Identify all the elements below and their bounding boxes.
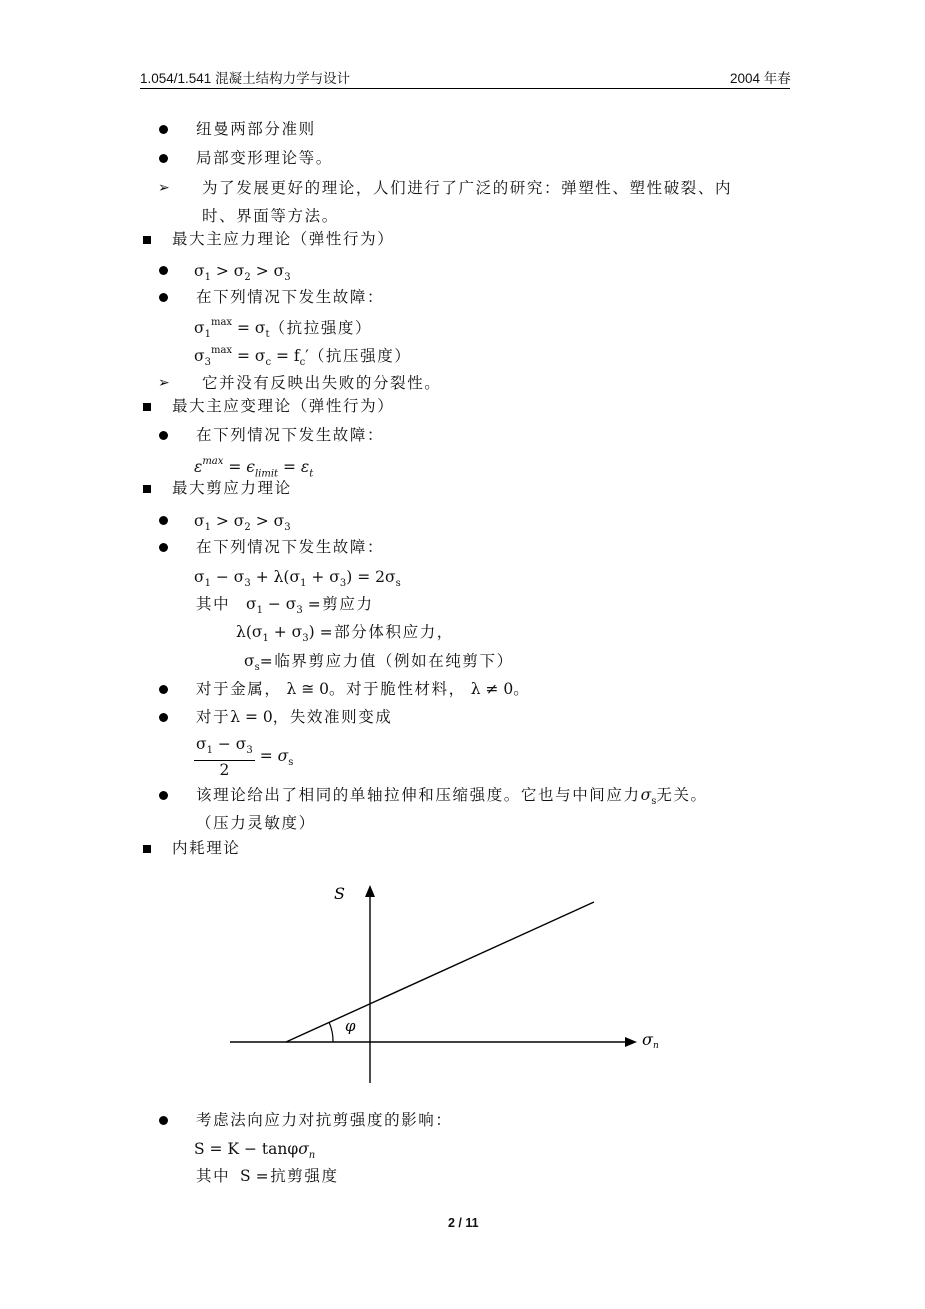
arrow-bullet-icon: ➢ [158, 180, 170, 196]
research-note-line2: 时、界面等方法。 [202, 207, 339, 225]
x-axis-sub: n [653, 1041, 659, 1051]
angle-phi-label: φ [345, 1017, 356, 1035]
lambda-zero-note: 对于λ = 0，失效准则变成 [196, 708, 393, 726]
definition-shear-stress: $\sigma_1 - \sigma_3$ =剪应力 [246, 595, 374, 617]
definition-critical-shear: $\sigma_s=$临界剪应力值（例如在纯剪下） [244, 652, 514, 674]
tensile-strength-label: （抗拉强度） [269, 319, 373, 338]
list-item-neumann: 纽曼两部分准则 [196, 120, 316, 138]
equation-coulomb: S = K − tanφσ$_n$ [194, 1140, 316, 1162]
definition-volumetric-stress: $\lambda(\sigma_1 + \sigma_3)$ =部分体积应力， [236, 623, 454, 645]
compressive-strength-label: （抗压强度） [308, 347, 412, 366]
same-strength-note: 该理论给出了相同的单轴拉伸和压缩强度。它也与中间应力$\sigma_s$无关。 [196, 786, 708, 808]
normal-stress-effect-note: 考虑法向应力对抗剪强度的影响： [196, 1111, 453, 1129]
heading-max-principal-stress: 最大主应力理论（弹性行为） [172, 230, 395, 248]
equation-tresca: $\frac{\sigma_1 - \sigma_3}{2}$ = $\sigma_s$ [196, 735, 294, 780]
list-item-local-deformation: 局部变形理论等。 [196, 149, 333, 167]
heading-max-shear-stress: 最大剪应力理论 [172, 479, 292, 497]
equation-shear-criterion: $\sigma_1 - \sigma_3 + \lambda(\sigma_1 + \sigma_3) = 2\sigma_s$ [194, 568, 401, 590]
bullet-dot-icon [159, 1116, 168, 1125]
equation-strain-limit: $\varepsilon^{max} = \epsilon_{limit} = \varepsilon_t$ [194, 456, 314, 480]
failure-envelope-line [286, 902, 594, 1042]
pressure-sensitivity-note: （压力灵敏度） [196, 814, 316, 832]
equation-stress-order: $\sigma_1 > \sigma_2 > \sigma_3$ [194, 512, 291, 534]
equation-compressive: $\sigma_3^{max} = \sigma_c = f_c'$（抗压强度） [194, 345, 412, 369]
where-label: 其中 [196, 595, 231, 613]
split-failure-note: 它并没有反映出失败的分裂性。 [202, 374, 442, 392]
failure-condition-intro: 在下列情况下发生故障： [196, 426, 385, 444]
header-term: 2004 年春 [730, 71, 791, 86]
arrow-bullet-icon: ➢ [158, 375, 170, 391]
x-axis-label: σ [642, 1030, 653, 1049]
heading-internal-friction: 内耗理论 [172, 839, 241, 857]
header-course-title: 1.054/1.541 混凝土结构力学与设计 [140, 71, 351, 86]
angle-arc [329, 1022, 333, 1042]
failure-condition-intro: 在下列情况下发生故障： [196, 288, 385, 306]
equation-tensile: $\sigma_1^{max} = \sigma_t$（抗拉强度） [194, 317, 373, 341]
x-axis-arrow-icon [625, 1037, 637, 1047]
heading-max-principal-strain: 最大主应变理论（弹性行为） [172, 397, 395, 415]
coulomb-definition: 其中 S =抗剪强度 [196, 1167, 339, 1185]
research-note-line1: 为了发展更好的理论，人们进行了广泛的研究：弹塑性、塑性破裂、内 [202, 179, 733, 197]
failure-condition-intro: 在下列情况下发生故障： [196, 538, 385, 556]
page-number: 2 / 11 [448, 1216, 479, 1230]
metal-brittle-note: 对于金属， λ ≅ 0。对于脆性材料， λ ≠ 0。 [196, 680, 531, 698]
y-axis-arrow-icon [365, 885, 375, 897]
equation-stress-order: $\sigma_1 > \sigma_2 > \sigma_3$ [194, 262, 291, 284]
y-axis-label: S [334, 884, 345, 903]
